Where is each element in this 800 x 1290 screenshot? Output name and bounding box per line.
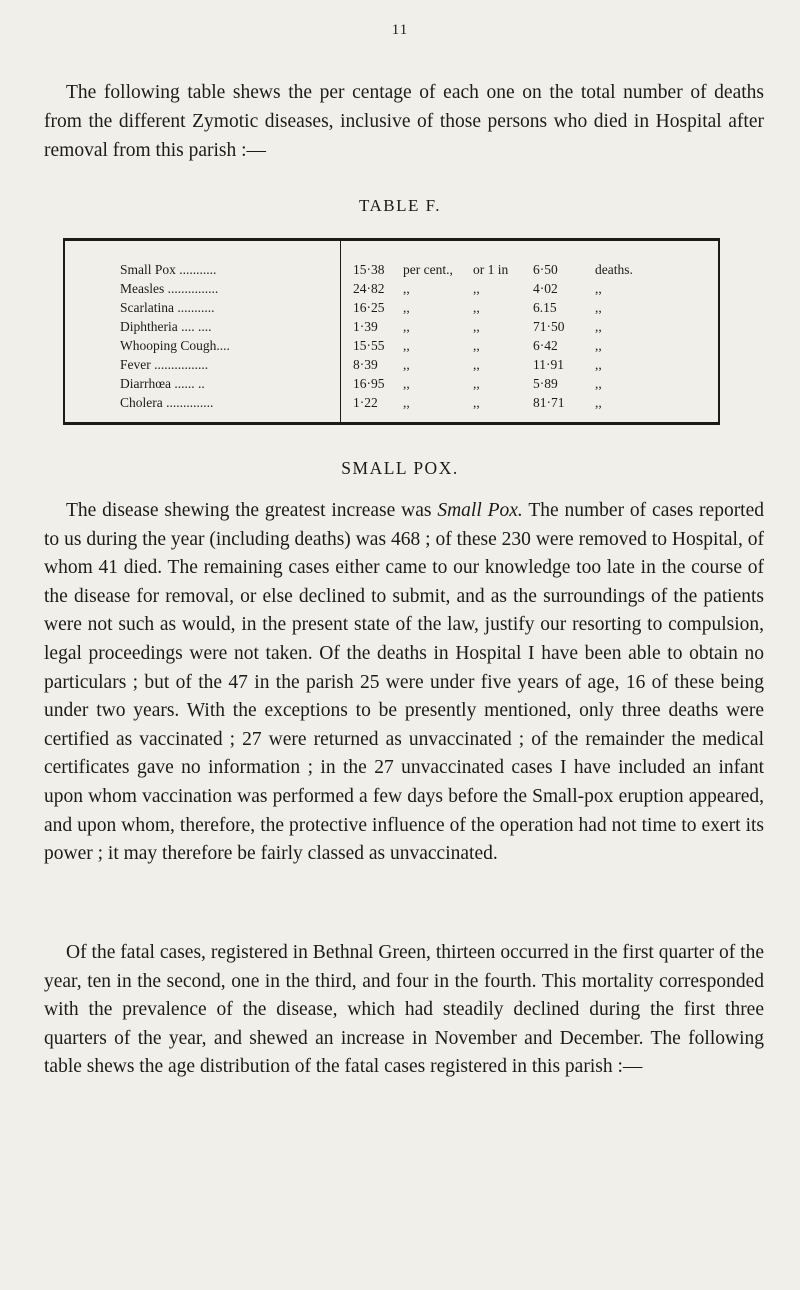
disease-name: Cholera .............. — [120, 395, 214, 410]
percent-value: 16·95 — [353, 376, 385, 391]
per-cent-label: ,, — [403, 357, 410, 372]
disease-name: Measles ............... — [120, 281, 219, 296]
or-in-label: ,, — [473, 281, 480, 296]
deaths-label: deaths. — [595, 262, 633, 277]
ratio-value: 6·50 — [533, 262, 558, 277]
or-in-label: ,, — [473, 300, 480, 315]
percent-value: 1·22 — [353, 395, 378, 410]
percent-value: 15·38 — [353, 262, 385, 277]
or-in-label: ,, — [473, 319, 480, 334]
percent-value: 24·82 — [353, 281, 385, 296]
deaths-label: ,, — [595, 357, 602, 372]
or-in-label: ,, — [473, 395, 480, 410]
small-pox-paragraph — [44, 497, 764, 869]
emphasis-text: Small Pox. — [437, 500, 523, 521]
disease-name: Diarrhœa ...... .. — [120, 376, 205, 391]
or-in-label: ,, — [473, 357, 480, 372]
per-cent-label: ,, — [403, 376, 410, 391]
disease-name: Small Pox ........... — [120, 262, 217, 277]
disease-name: Diphtheria .... .... — [120, 319, 212, 334]
deaths-label: ,, — [595, 319, 602, 334]
ratio-value: 6·42 — [533, 338, 558, 353]
percent-value: 8·39 — [353, 357, 378, 372]
intro-paragraph: The following table shews the per centage of each one on the total number of deaths from the different Zymotic diseases, inclusive of those persons who died in Hospital after removal from this parish :— — [44, 82, 764, 161]
table-row — [65, 375, 718, 393]
table-row — [65, 337, 718, 355]
table-row — [65, 299, 718, 317]
disease-name: Fever ................ — [120, 357, 209, 372]
paragraph-text: The disease shewing the greatest increase was — [66, 500, 438, 521]
deaths-label: ,, — [595, 300, 602, 315]
per-cent-label: per cent., — [403, 262, 453, 277]
section-title: SMALL POX. — [341, 458, 459, 478]
deaths-label: ,, — [595, 376, 602, 391]
percent-value: 15·55 — [353, 338, 385, 353]
ratio-value: 11·91 — [533, 357, 564, 372]
fatal-cases-paragraph: Of the fatal cases, registered in Bethnal Green, thirteen occurred in the first quarter of the year, ten in the second, one in the third, and four in the fourth. This mortality corresponded with the prevalence of the disease, which had steadily declined during the first three quarters of the year, and shewed an increase in November and December. The following table shews the age distribution of the fatal cases registered in this parish :— — [44, 942, 764, 1078]
table-row — [65, 280, 718, 298]
ratio-value: 71·50 — [533, 319, 565, 334]
table-row — [65, 394, 718, 412]
ratio-value: 6.15 — [533, 300, 557, 315]
per-cent-label: ,, — [403, 395, 410, 410]
percent-value: 16·25 — [353, 300, 385, 315]
per-cent-label: ,, — [403, 338, 410, 353]
ratio-value: 4·02 — [533, 281, 558, 296]
ratio-value: 5·89 — [533, 376, 558, 391]
or-in-label: or 1 in — [473, 262, 509, 277]
disease-name: Whooping Cough.... — [120, 338, 230, 353]
deaths-label: ,, — [595, 338, 602, 353]
per-cent-label: ,, — [403, 319, 410, 334]
per-cent-label: ,, — [403, 300, 410, 315]
table-title: TABLE F. — [358, 196, 441, 215]
disease-name: Scarlatina ........... — [120, 300, 215, 315]
percent-value: 1·39 — [353, 319, 378, 334]
ratio-value: 81·71 — [533, 395, 565, 410]
per-cent-label: ,, — [403, 281, 410, 296]
deaths-label: ,, — [595, 395, 602, 410]
or-in-label: ,, — [473, 376, 480, 391]
zymotic-table — [63, 238, 720, 425]
or-in-label: ,, — [473, 338, 480, 353]
deaths-label: ,, — [595, 281, 602, 296]
table-row — [65, 356, 718, 374]
table-row — [65, 318, 718, 336]
page-number: 11 — [391, 22, 409, 38]
table-row — [65, 261, 718, 279]
paragraph-text: The number of cases reported to us during the year (including deaths) was 468 ; of these 230 were removed to Hospital, of whom 41 died. The remaining cases either came to our knowledge too late in the course of the disease for removal, or else declined to submit, and as the surroundings of the patients were not such as would, in the present state of the law, justify our resorting to compulsion, legal proceedings were not taken. Of the deaths in Hospital I have been able to obtain no particulars ; but of the 47 in the parish 25 were under five years of age, 16 of these being under two years. With the exceptions to be presently mentioned, only three deaths were certified as vaccinated ; 27 were returned as unvaccinated ; of the remainder the medical certificates gave no information ; in the 27 unvaccinated cases I have included an infant upon whom vaccination was performed a few days before the Small-pox eruption appeared, and upon whom, therefore, the protective influence of the operation had not time to exert its power ; it may therefore be fairly classed as unvaccinated. — [44, 500, 765, 865]
